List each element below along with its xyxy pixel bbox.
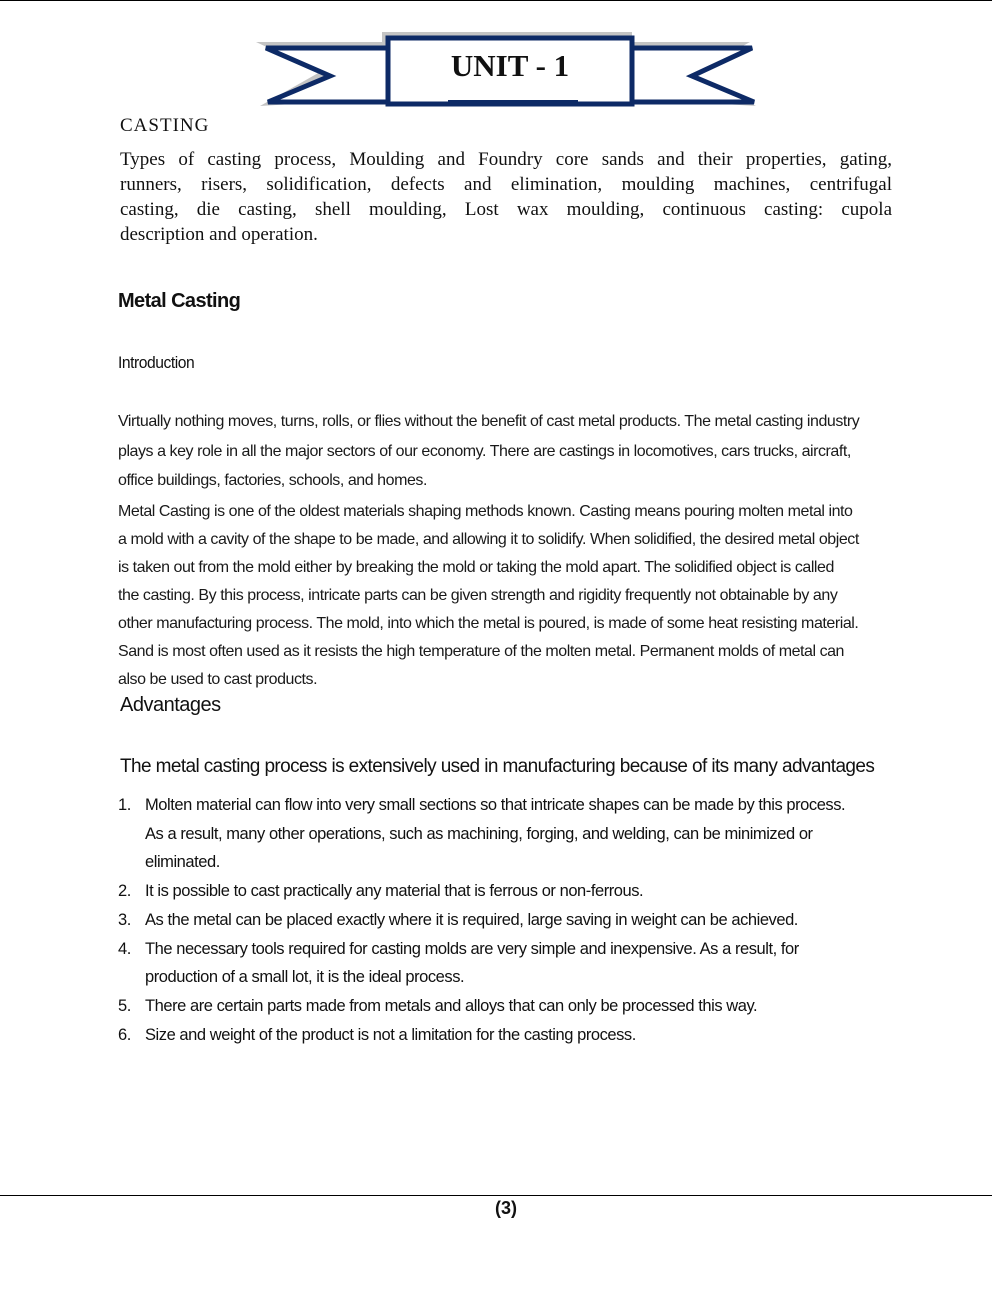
intro-paragraph-2	[118, 498, 859, 694]
list-number: 4.	[118, 939, 131, 958]
text-line: The necessary tools required for casting molds are very simple and inexpensive. As a result, for	[145, 939, 799, 958]
text-line: a mold with a cavity of the shape to be made, and allowing it to solidify. When solidified, the desired metal object	[118, 531, 859, 548]
list-number: 6.	[118, 1025, 131, 1044]
text-line: Size and weight of the product is not a limitation for the casting process.	[145, 1025, 636, 1044]
list-item-text	[145, 877, 643, 906]
text-line: eliminated.	[145, 853, 220, 872]
text-line: plays a key role in all the major sectors of our economy. There are castings in locomotives, cars trucks, aircraft,	[118, 442, 851, 460]
list-item	[118, 906, 845, 935]
unit-title: UNIT - 1	[450, 48, 570, 83]
list-item	[118, 935, 845, 992]
page-number: (3)	[495, 1198, 517, 1218]
syllabus-line: casting, die casting, shell moulding, Lost wax moulding, continuous casting: cupola	[120, 199, 892, 220]
list-item-text	[145, 992, 757, 1021]
syllabus-line: description and operation.	[120, 224, 318, 245]
text-line: other manufacturing process. The mold, into which the metal is poured, is made of some heat resisting material.	[118, 615, 859, 632]
text-line: Metal Casting is one of the oldest materials shaping methods known. Casting means pouring molten metal into	[118, 503, 853, 520]
section-title: CASTING	[120, 115, 210, 136]
list-item-text	[145, 791, 845, 877]
list-item	[118, 877, 845, 906]
syllabus-line: runners, risers, solidification, defects and elimination, moulding machines, centrifugal	[120, 174, 892, 195]
text-line: Sand is most often used as it resists the high temperature of the molten metal. Permanent molds of metal can	[118, 643, 845, 660]
heading-metal-casting: Metal Casting	[118, 290, 241, 312]
text-line: the casting. By this process, intricate parts can be given strength and rigidity frequently not obtainable by any	[118, 587, 838, 604]
syllabus-line: Types of casting process, Moulding and Foundry core sands and their properties, gating,	[120, 149, 892, 170]
list-number: 1.	[118, 796, 131, 814]
list-item-text	[145, 906, 798, 935]
top-rule	[0, 0, 992, 1]
list-number: 5.	[118, 996, 131, 1015]
text-line: also be used to cast products.	[118, 671, 318, 688]
text-line: office buildings, factories, schools, and homes.	[118, 472, 427, 489]
text-line: Virtually nothing moves, turns, rolls, or flies without the benefit of cast metal products. The metal casting industry	[118, 413, 860, 430]
list-item	[118, 992, 845, 1021]
advantages-intro: The metal casting process is extensively used in manufacturing because of its many advantages	[120, 756, 875, 777]
text-line: Molten material can flow into very small sections so that intricate shapes can be made by this process.	[145, 796, 846, 814]
syllabus-paragraph	[120, 147, 892, 247]
text-line: There are certain parts made from metals and alloys that can only be processed this way.	[145, 996, 758, 1015]
list-item-text	[145, 1021, 636, 1050]
text-line: It is possible to cast practically any material that is ferrous or non-ferrous.	[145, 882, 644, 901]
heading-advantages: Advantages	[120, 694, 221, 716]
text-line: production of a small lot, it is the ideal process.	[145, 968, 465, 987]
heading-introduction: Introduction	[118, 353, 195, 372]
text-line: is taken out from the mold either by breaking the mold or taking the mold apart. The solidified object is called	[118, 559, 834, 576]
advantages-list	[118, 791, 845, 1049]
list-number: 3.	[118, 910, 131, 929]
bottom-rule	[0, 1195, 992, 1196]
list-number: 2.	[118, 882, 131, 901]
list-item	[118, 1021, 845, 1050]
list-item	[118, 791, 845, 877]
text-line: As a result, many other operations, such as machining, forging, and welding, can be minimized or	[145, 824, 813, 843]
list-item-text	[145, 935, 799, 992]
text-line: As the metal can be placed exactly where it is required, large saving in weight can be achieved.	[145, 910, 798, 929]
intro-paragraph-1	[118, 408, 859, 497]
